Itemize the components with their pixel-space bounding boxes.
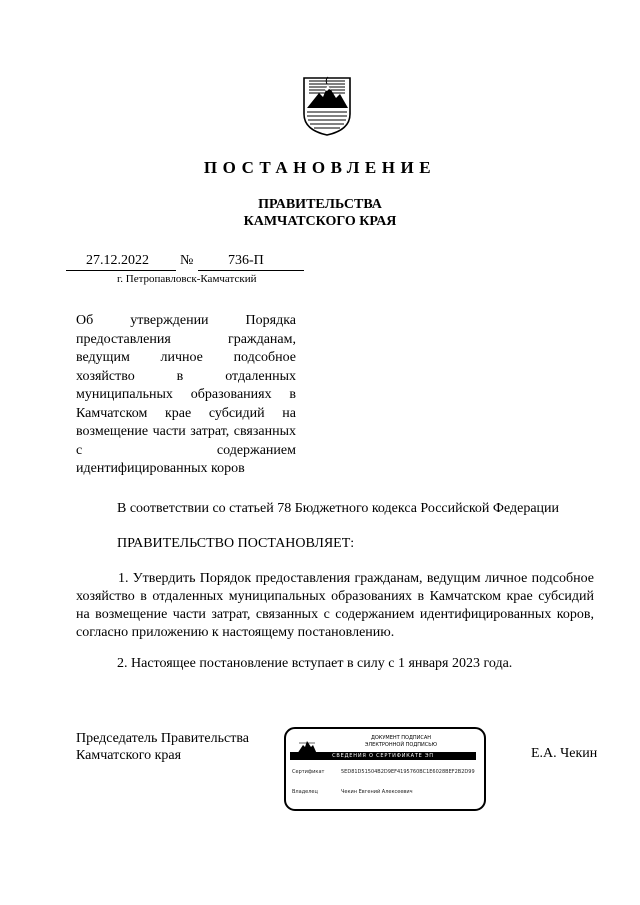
issuer-line-2: КАМЧАТСКОГО КРАЯ <box>243 214 397 229</box>
place-of-issue: г. Петропавловск-Камчатский <box>117 273 257 285</box>
stamp-certificate-band: СВЕДЕНИЯ О СЕРТИФИКАТЕ ЭП <box>290 752 476 760</box>
stamp-title <box>326 735 476 748</box>
signatory-title-line-1: Председатель Правительства <box>76 731 249 746</box>
document-date: 27.12.2022 <box>86 253 149 268</box>
resolution-item-2: 2. Настоящее постановление вступает в силу с 1 января 2023 года. <box>117 656 513 671</box>
stamp-owner-label: Владелец <box>292 789 318 795</box>
stamp-certificate-value: 5ED81D51504B2D9EF4195760BC1E6028BEF2B2D99 <box>341 769 475 775</box>
issuer-line-1: ПРАВИТЕЛЬСТВА <box>258 197 382 212</box>
document-number: 736-П <box>228 253 264 268</box>
stamp-title-line-2: ЭЛЕКТРОННОЙ ПОДПИСЬЮ <box>364 741 438 748</box>
resolution-heading: ПРАВИТЕЛЬСТВО ПОСТАНОВЛЯЕТ: <box>117 536 355 551</box>
signatory-title <box>76 730 249 764</box>
kamchatka-coat-of-arms-icon <box>302 72 352 136</box>
number-sign: № <box>180 253 194 268</box>
legal-basis-paragraph: В соответствии со статьей 78 Бюджетного кодекса Российской Федерации <box>117 501 560 516</box>
resolution-item-1: 1. Утвердить Порядок предоставления гражданам, ведущим личное подсобное хозяйство в отдаленных муниципальных образованиях в Камчатском крае субсидий на возмещение части затрат, связанных с содержанием идентифицированных коров, согласно приложению к настоящему постановлению. <box>76 571 594 640</box>
signatory-title-line-2: Камчатского края <box>76 748 182 763</box>
document-subject: Об утверждении Порядка предоставления гражданам, ведущим личное подсобное хозяйство в отдаленных муниципальных образованиях в Камчатском крае субсидий на возмещение части затрат, связанных с содержанием идентифицированных коров <box>76 313 296 476</box>
document-type-heading: ПОСТАНОВЛЕНИЕ <box>203 158 437 177</box>
stamp-certificate-label: Сертификат <box>292 769 325 775</box>
stamp-owner-value: Чекин Евгений Алексеевич <box>341 789 413 795</box>
stamp-title-line-1: ДОКУМЕНТ ПОДПИСАН <box>370 735 432 741</box>
date-underline <box>66 270 176 271</box>
number-underline <box>198 270 304 271</box>
electronic-signature-stamp <box>284 727 486 811</box>
signer-name: Е.А. Чекин <box>531 746 598 761</box>
